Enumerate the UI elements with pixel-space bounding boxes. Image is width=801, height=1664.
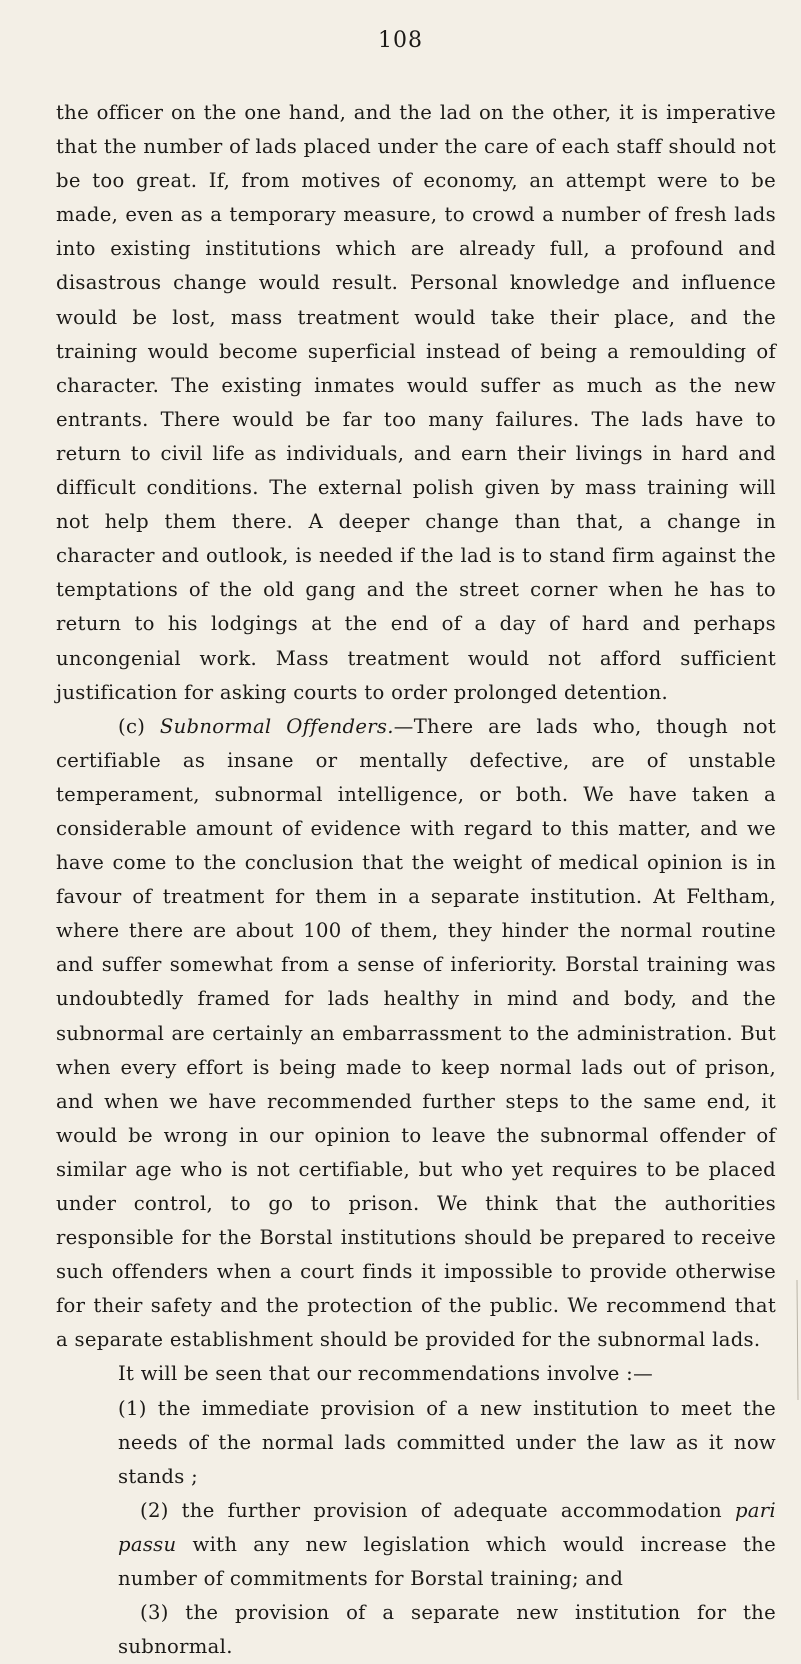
paragraph-continuation: the officer on the one hand, and the lad on the other, it is imperative that the number of lads placed under the care of each staff should not be too great. If, from motives of economy, an attempt were to be made, even as a temporary measure, to crowd a number of fresh lads into existing institutions which are already full, a profound and disastrous change would result. Personal knowledge and influence would be lost, mass treatment would take their place, and the training would become superficial instead of being a remoulding of character. The existing inmates would suffer as much as the new entrants. There would be far too many failures. The lads have to return to civil life as individuals, and earn their livings in hard and difficult conditions. The external polish given by mass training will not help them there. A deeper change than that, a change in character and outlook, is needed if the lad is to stand firm against the temptations of the old gang and the street corner when he has to return to his lodgings at the end of a day of hard and perhaps uncongenial work. Mass treatment would not afford sufficient justification for asking courts to order prolonged detention. (56, 101, 776, 704)
page-edge-marks (789, 1270, 801, 1410)
recommendation-item-1: (1) the immediate provision of a new institution to meet the needs of the normal lads committed under the law as it now stands ; (118, 1396, 776, 1488)
section-body: —There are lads who, though not certifiable as insane or mentally defective, are of unstable temperament, subnormal intelligence, or both. We have taken a considerable amount of evidence with regard to this matter, and we have come to the conclusion that the weight of medical opinion is in favour of treatment for them in a separate institution. At Feltham, where there are about 100 of them, they hinder the normal routine and suffer somewhat from a sense of inferiority. Borstal training was undoubtedly framed for lads healthy in mind and body, and the subnormal are certainly an embarrassment to the administration. But when every effort is being made to keep normal lads out of prison, and when we have recommended further steps to the same end, it would be wrong in our opinion to leave the subnormal offender of similar age who is not certifiable, but who yet requires to be placed under control, to go to prison. We think that the authorities responsible for the Borstal institutions should be prepared to receive such offenders when a court finds it impossible to provide otherwise for their safety and the protection of the public. We recommend that a separate establishment should be provided for the subnormal lads. (56, 714, 777, 1352)
latin-phrase: pari passu (118, 1498, 776, 1556)
body-text (56, 96, 776, 1664)
recommendation-item-2: (2) the further provision of adequate accommodation pari passu with any new legislation which would increase the number of commitments for Borstal training; and (118, 1498, 776, 1591)
section-heading: Subnormal Offenders. (159, 714, 394, 738)
recommendations-list (56, 1392, 776, 1664)
paragraph-subnormal-offenders (56, 710, 776, 1358)
page-number: 108 (378, 28, 423, 53)
recommendations-intro: It will be seen that our recommendations involve :— (118, 1362, 653, 1386)
recommendation-item-3: (3) the provision of a separate new institution for the subnormal. (118, 1601, 776, 1659)
section-label: (c) (118, 714, 146, 738)
